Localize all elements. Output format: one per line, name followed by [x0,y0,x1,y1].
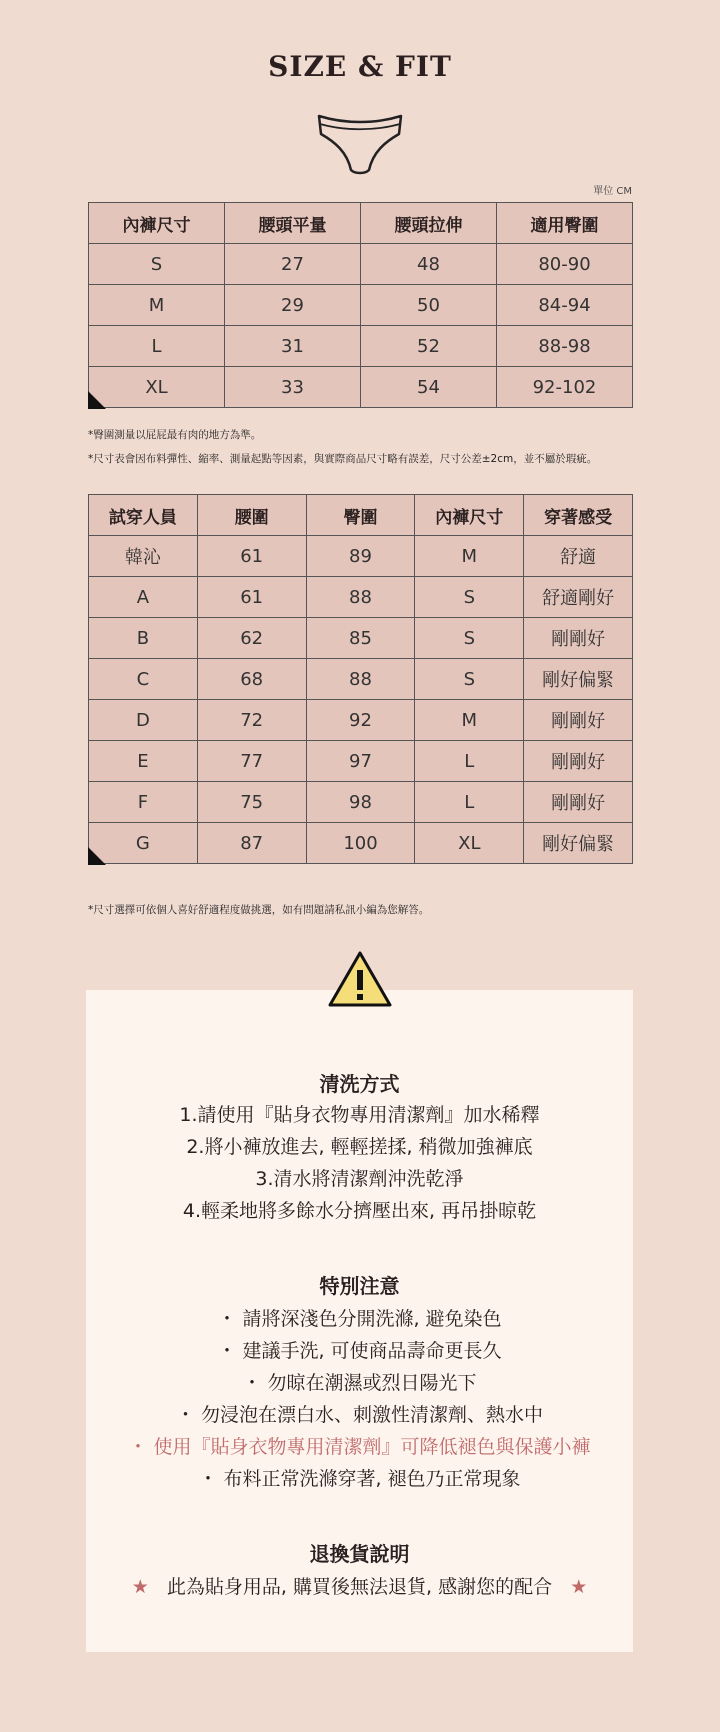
table-cell: 85 [306,618,415,659]
page-title: SIZE & FIT [268,50,452,83]
table-cell: 88 [306,577,415,618]
size-table-header [89,203,633,244]
header-cell: 內褲尺寸 [89,203,225,244]
table-cell: 舒適 [524,536,633,577]
unit-label: 單位 CM [593,186,632,197]
table-cell: M [89,285,225,326]
size-table [88,202,633,408]
table-cell: 98 [306,782,415,823]
table-row [89,367,633,408]
table-row [89,285,633,326]
header-cell: 試穿人員 [89,495,198,536]
trial-table-header [89,495,633,536]
trial-table [88,494,633,864]
return-text: 此為貼身用品, 購買後無法退貨, 感謝您的配合 [166,1576,553,1598]
table-cell: 80-90 [497,244,633,285]
star-icon: ★ [131,1576,149,1598]
wash-heading: 清洗方式 [319,1072,400,1096]
table-cell: 84-94 [497,285,633,326]
table-row [89,700,633,741]
warning-icon [327,950,393,1008]
table-row [89,536,633,577]
notice-heading: 特別注意 [319,1274,400,1298]
table-cell: 剛好偏緊 [524,823,633,864]
table-cell: 87 [197,823,306,864]
table-cell: XL [89,367,225,408]
header-cell: 適用臀圍 [497,203,633,244]
table-cell: L [415,741,524,782]
table-cell: 剛剛好 [524,700,633,741]
table-row [89,577,633,618]
corner-decoration [88,391,106,409]
wash-step: 2.將小褲放進去, 輕輕搓揉, 稍微加強褲底 [186,1136,533,1158]
return-line [86,1572,633,1599]
table-cell: 89 [306,536,415,577]
table-cell: F [89,782,198,823]
table-cell: 92-102 [497,367,633,408]
table-cell: B [89,618,198,659]
table-cell: G [89,823,198,864]
table-cell: 舒適剛好 [524,577,633,618]
notice-item: ・ 勿晾在潮濕或烈日陽光下 [242,1372,477,1394]
table-cell: 29 [225,285,361,326]
table-cell: 88-98 [497,326,633,367]
table-cell: S [415,618,524,659]
header-cell: 腰頭平量 [225,203,361,244]
table-cell: 100 [306,823,415,864]
wash-step: 4.輕柔地將多餘水分擠壓出來, 再吊掛晾乾 [182,1200,537,1222]
table-row [89,326,633,367]
table-cell: S [89,244,225,285]
table-cell: 剛好偏緊 [524,659,633,700]
table-row [89,741,633,782]
table-cell: 剛剛好 [524,741,633,782]
table-cell: S [415,577,524,618]
table-cell: 48 [361,244,497,285]
table-row [89,782,633,823]
return-heading: 退換貨說明 [309,1542,410,1566]
table-row [89,823,633,864]
header-cell: 腰頭拉伸 [361,203,497,244]
table-cell: 31 [225,326,361,367]
table-cell: 88 [306,659,415,700]
notice-item: ・ 請將深淺色分開洗滌, 避免染色 [217,1308,502,1330]
table-row [89,618,633,659]
table-cell: A [89,577,198,618]
notice-item-highlight: ・ 使用『貼身衣物專用清潔劑』可降低褪色與保護小褲 [128,1436,591,1458]
table-cell: S [415,659,524,700]
table-cell: 61 [197,536,306,577]
table-cell: C [89,659,198,700]
notice-item: ・ 建議手洗, 可使商品壽命更長久 [217,1340,502,1362]
table-cell: M [415,700,524,741]
notice-item: ・ 布料正常洗滌穿著, 褪色乃正常現象 [198,1468,521,1490]
wash-step: 1.請使用『貼身衣物專用清潔劑』加水稀釋 [179,1104,540,1126]
table-cell: 62 [197,618,306,659]
header-cell: 內褲尺寸 [415,495,524,536]
table-cell: 97 [306,741,415,782]
table-cell: 77 [197,741,306,782]
table-cell: 52 [361,326,497,367]
table-cell: M [415,536,524,577]
table-cell: 韓沁 [89,536,198,577]
corner-decoration [88,847,106,865]
underwear-icon [315,110,405,176]
wash-step: 3.清水將清潔劑沖洗乾淨 [255,1168,464,1190]
header-cell: 臀圍 [306,495,415,536]
table-row [89,244,633,285]
table-cell: 72 [197,700,306,741]
table-cell: 75 [197,782,306,823]
table-cell: 33 [225,367,361,408]
table-cell: 剛剛好 [524,782,633,823]
table-cell: XL [415,823,524,864]
care-panel [86,990,633,1652]
notice-item: ・ 勿浸泡在漂白水、刺激性清潔劑、熱水中 [175,1404,544,1426]
star-icon: ★ [570,1576,588,1598]
hip-note: *臀圍測量以屁屁最有肉的地方為準。 [88,429,262,441]
header-cell: 腰圍 [197,495,306,536]
table-cell: 27 [225,244,361,285]
table-cell: 68 [197,659,306,700]
table-cell: 54 [361,367,497,408]
table-cell: L [415,782,524,823]
header-cell: 穿著感受 [524,495,633,536]
table-cell: 92 [306,700,415,741]
table-cell: 剛剛好 [524,618,633,659]
table-row [89,659,633,700]
table-cell: D [89,700,198,741]
table-cell: E [89,741,198,782]
table-cell: 61 [197,577,306,618]
tolerance-note: *尺寸表會因布料彈性、縮率、測量起點等因素，與實際商品尺寸略有誤差，尺寸公差±2cm，並不屬於瑕疵。 [88,453,598,465]
table-cell: 50 [361,285,497,326]
table-cell: L [89,326,225,367]
choose-note: *尺寸選擇可依個人喜好舒適程度做挑選，如有問題請私訊小編為您解答。 [88,904,430,916]
